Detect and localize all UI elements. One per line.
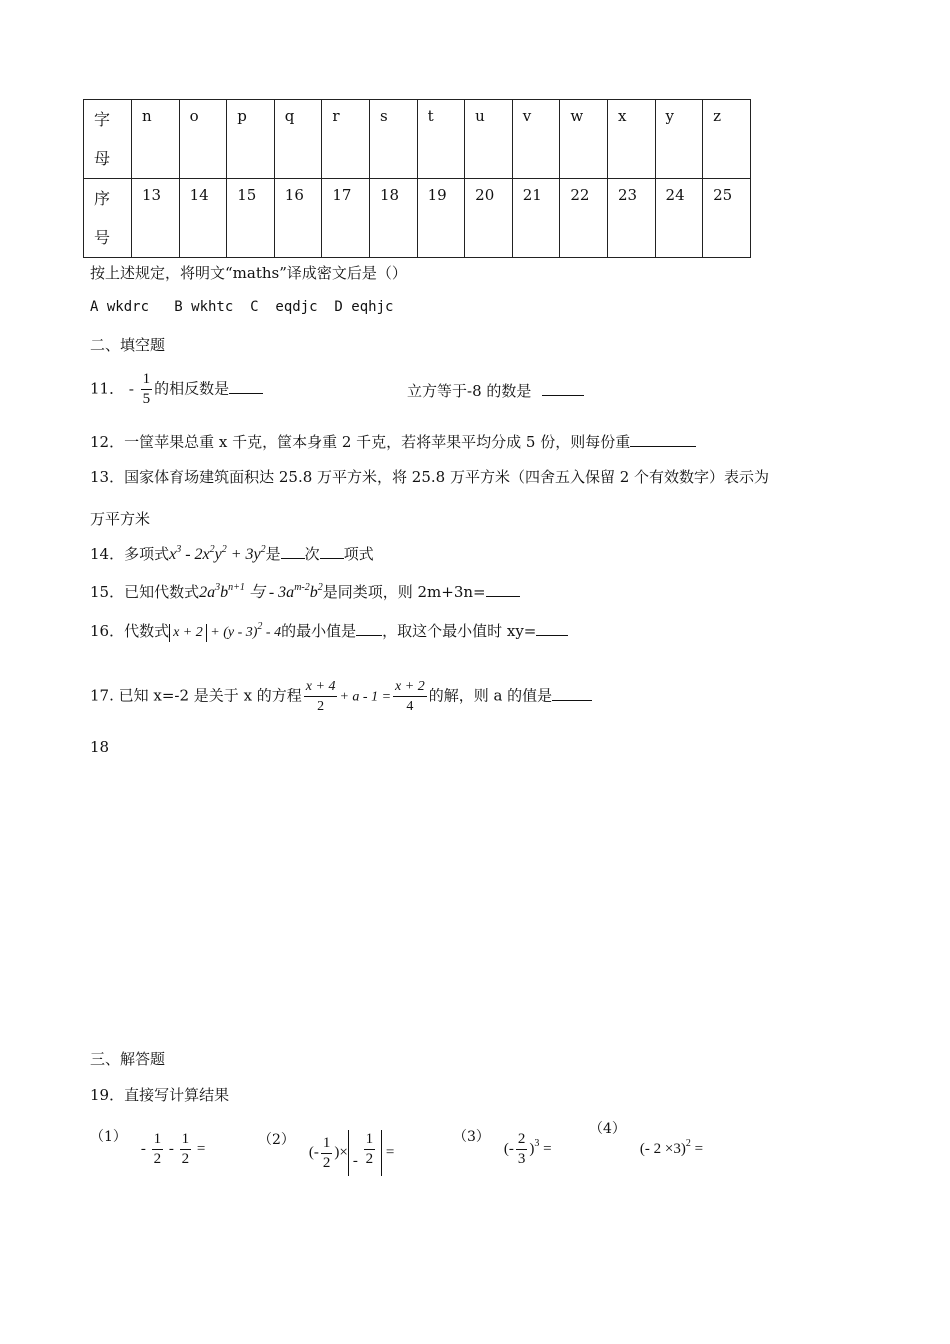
q10-options: A wkdrc B wkhtc C eqdjc D eqhjc — [90, 299, 394, 315]
table-cell: s — [369, 100, 417, 179]
answer-blank[interactable] — [542, 381, 584, 396]
q16: 16．代数式 x + 2 + (y - 3)$^2$ - 4的最小值是 ，取这个最小值时 xy= — [90, 620, 568, 642]
fraction: $\frac{1}{2}$ — [153, 1131, 162, 1167]
table-cell: y — [655, 100, 703, 179]
table-cell: o — [179, 100, 227, 179]
table-cell: 21 — [512, 179, 560, 258]
q14: 14．多项式$x^3 - 2x^2y^2 + 3y^2$是 次 项式 — [90, 544, 374, 563]
fraction: $\frac{x + 4}{2}$ — [305, 679, 336, 714]
q18: 18 — [90, 738, 110, 756]
q19: 19．直接写计算结果 — [90, 1086, 230, 1104]
table-cell: u — [465, 100, 513, 179]
fraction: $\frac{1}{2}$ — [181, 1131, 190, 1167]
row-header-letter: 字 母 — [84, 100, 132, 179]
calc-4: （4）(- 2 ×3)$^2$ = — [589, 1121, 704, 1157]
table-cell: 19 — [417, 179, 465, 258]
answer-blank[interactable] — [320, 544, 344, 559]
q17: 17. 已知 x=-2 是关于 x 的方程 $\frac{x + 4}{2}$ + a - 1 = $\frac{x + 2}{4}$ 的解，则 a 的值是 — [90, 677, 592, 716]
expression: x + 2 + (y - 3)$^2$ - 4 — [169, 625, 281, 640]
fraction: $\frac{1}{5}$ — [142, 371, 151, 407]
fraction: $\frac{1}{2}$ — [322, 1134, 331, 1171]
answer-blank[interactable] — [356, 621, 382, 636]
table-cell: w — [560, 100, 608, 179]
table-cell: p — [227, 100, 275, 179]
q12: 12．一筐苹果总重 x 千克，筐本身重 2 千克，若将苹果平均分成 5 份，则每份重 — [90, 431, 696, 452]
section-fill-blank: 二、填空题 — [90, 336, 166, 354]
polynomial: $x^3 - 2x^2y^2 + 3y^2$ — [169, 544, 266, 563]
answer-blank[interactable] — [229, 379, 263, 394]
answer-blank[interactable] — [552, 686, 592, 701]
table-cell: 17 — [322, 179, 370, 258]
cipher-table — [83, 99, 751, 258]
table-cell: n — [132, 100, 180, 179]
answer-blank[interactable] — [630, 432, 696, 447]
calc-1: （1）- $\frac{1}{2}$ - $\frac{1}{2}$ = — [90, 1128, 206, 1167]
q11-cube: 立方等于-8 的数是 — [407, 380, 584, 401]
table-cell: 15 — [227, 179, 275, 258]
table-cell: 14 — [179, 179, 227, 258]
fraction: $\frac{2}{3}$ — [517, 1131, 526, 1167]
table-cell: q — [274, 100, 322, 179]
table-cell: r — [322, 100, 370, 179]
section-answer: 三、解答题 — [90, 1050, 166, 1068]
table-cell: 23 — [607, 179, 655, 258]
table-cell: 16 — [274, 179, 322, 258]
number-row — [84, 179, 751, 258]
table-cell: t — [417, 100, 465, 179]
q13-line1: 13．国家体育场建筑面积达 25.8 万平方米，将 25.8 万平方米（四舍五入保留 2 个有效数字）表示为 — [90, 468, 770, 486]
table-cell: 22 — [560, 179, 608, 258]
table-cell: 20 — [465, 179, 513, 258]
table-cell: x — [607, 100, 655, 179]
calc-3: （3）(- $\frac{2}{3}$ )$^3$ = — [453, 1128, 552, 1167]
q11: 11． - $\frac{1}{5}$ 的相反数是 — [90, 370, 263, 409]
fraction: $\frac{x + 2}{4}$ — [395, 679, 425, 714]
q15: 15．已知代数式$2a^3b^{n+1}$ 与 - $3a^{m-2}b^2$是同类项，则 2m+3n= — [90, 579, 520, 602]
table-cell: z — [703, 100, 751, 179]
answer-blank[interactable] — [536, 621, 568, 636]
calc-2: （2）(- $\frac{1}{2}$ )×- $\frac{1}{2}$ = — [258, 1130, 394, 1176]
table-cell: 25 — [703, 179, 751, 258]
answer-blank[interactable] — [486, 582, 520, 597]
q13-line2: 万平方米 — [90, 510, 151, 528]
answer-blank[interactable] — [281, 544, 305, 559]
q10-text: 按上述规定，将明文“maths”译成密文后是（） — [90, 264, 407, 282]
row-header-number: 序 号 — [84, 179, 132, 258]
table-cell: 13 — [132, 179, 180, 258]
table-cell: 18 — [369, 179, 417, 258]
table-cell: 24 — [655, 179, 703, 258]
table-cell: v — [512, 100, 560, 179]
like-terms: $2a^3b^{n+1}$ 与 - $3a^{m-2}b^2$ — [199, 582, 323, 601]
absolute-value: - $\frac{1}{2}$ — [348, 1130, 382, 1176]
letter-row — [84, 100, 751, 179]
fraction: $\frac{1}{2}$ — [365, 1131, 374, 1167]
